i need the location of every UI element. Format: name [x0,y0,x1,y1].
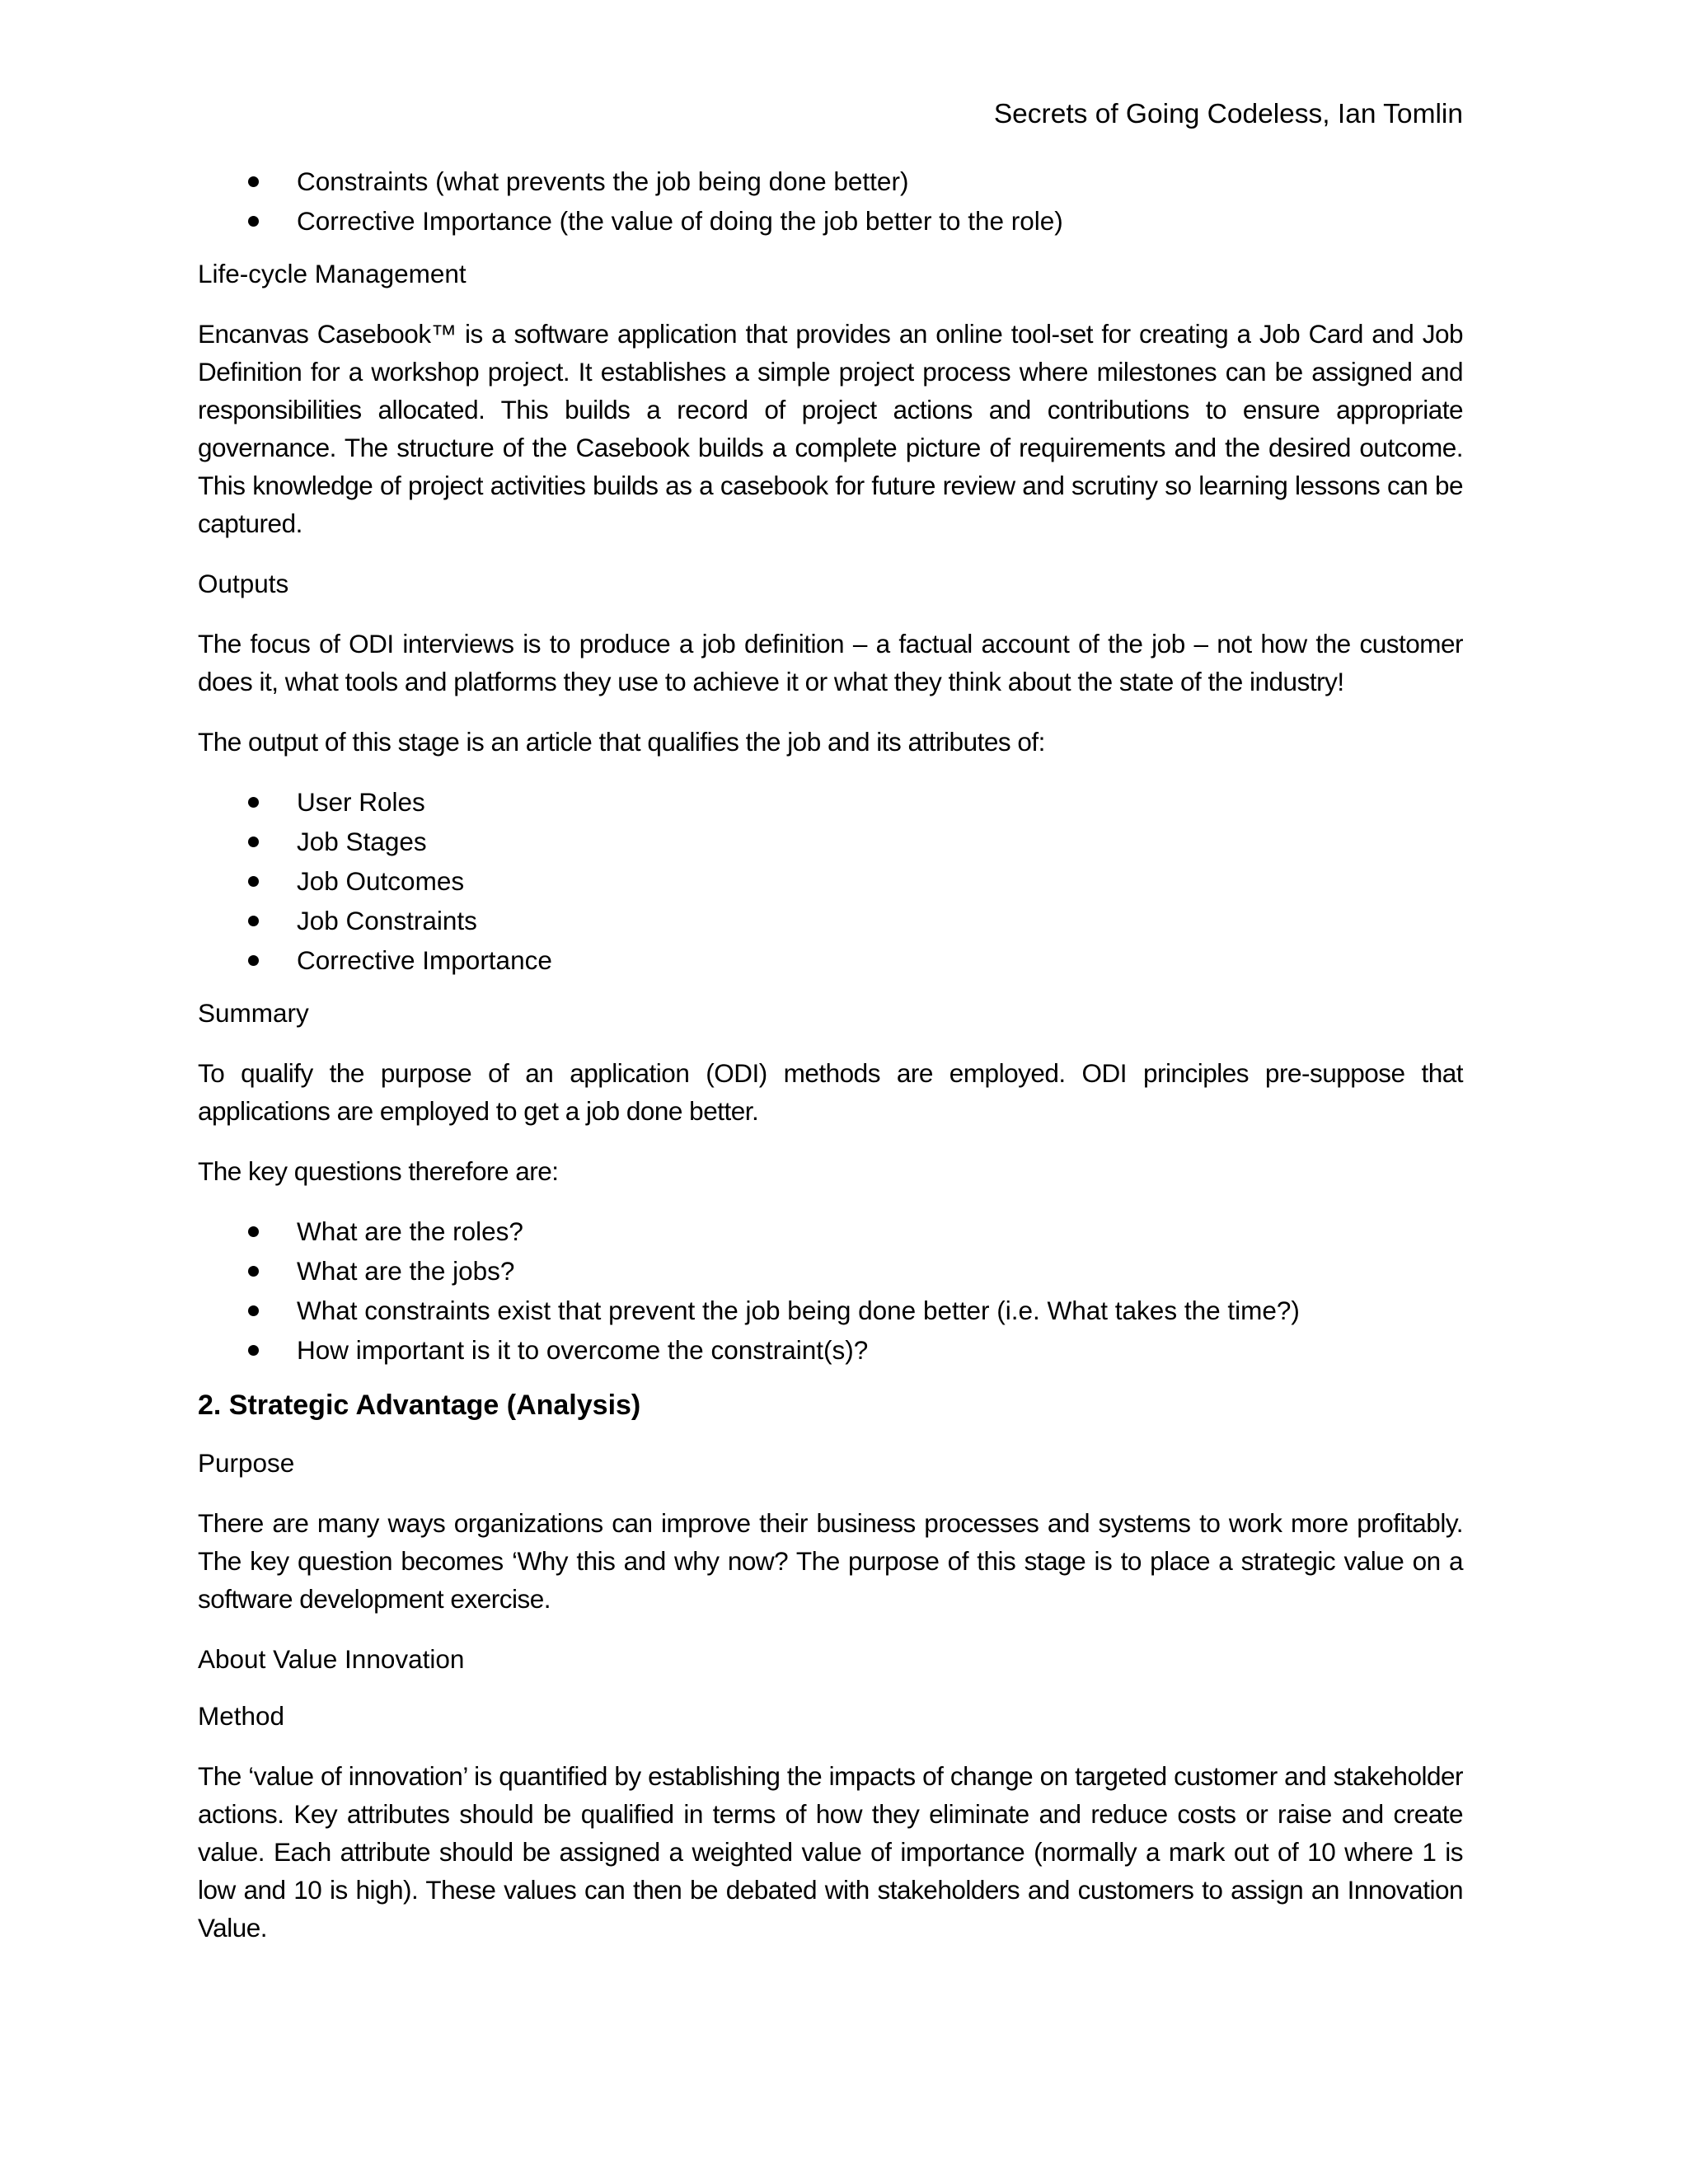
running-header: Secrets of Going Codeless, Ian Tomlin [993,99,1463,129]
summary-intro: The key questions therefore are: [198,1156,559,1186]
purpose-paragraph: There are many ways organizations can improve their business processes and systems to work more profitably. The key question becomes ‘Why this and why now? The purpose of this stage is to place a strategic value on a software development exercise. [198,1508,1463,1614]
list-item: Job Outcomes [198,861,1463,901]
key-questions-list [198,1212,1463,1370]
purpose-label: Purpose [198,1448,295,1478]
constraints-list [198,162,1463,241]
list-item: Corrective Importance [198,940,1463,980]
list-item: Job Stages [198,822,1463,861]
method-label: Method [198,1701,285,1731]
outputs-paragraph: The focus of ODI interviews is to produce a job definition – a factual account of the job – not how the customer does it, what tools and platforms they use to achieve it or what they think about the state of the industry! [198,629,1463,696]
list-item: Job Constraints [198,901,1463,940]
outputs-intro: The output of this stage is an article that qualifies the job and its attributes of: [198,727,1045,757]
lifecycle-paragraph: Encanvas Casebook™ is a software application that provides an online tool-set for creating a Job Card and Job Definition for a workshop project. It establishes a simple project process where milestones can be assigned and responsibilities allocated. This builds a record of project actions and contributions to ensure appropriate governance. The structure of the Casebook builds a complete picture of requirements and the desired outcome. This knowledge of project activities builds as a casebook for future review and scrutiny so learning lessons can be captured. [198,319,1463,538]
list-item: Corrective Importance (the value of doing the job better to the role) [198,201,1463,241]
list-item: Constraints (what prevents the job being done better) [198,162,1463,201]
lifecycle-label: Life-cycle Management [198,259,467,288]
list-item: How important is it to overcome the constraint(s)? [198,1330,1463,1370]
list-item: What are the roles? [198,1212,1463,1251]
summary-paragraph: To qualify the purpose of an application (ODI) methods are employed. ODI principles pre-suppose that applications are employed to get a job done better. [198,1058,1463,1126]
summary-label: Summary [198,998,309,1028]
list-item: What constraints exist that prevent the job being done better (i.e. What takes the time?) [198,1291,1463,1330]
page-content [198,162,1463,1947]
about-value-innovation-label: About Value Innovation [198,1644,465,1674]
section-heading: 2. Strategic Advantage (Analysis) [198,1390,641,1421]
list-item: User Roles [198,782,1463,822]
outputs-label: Outputs [198,569,289,598]
method-paragraph: The ‘value of innovation’ is quantified by establishing the impacts of change on targeted customer and stakeholder actions. Key attributes should be qualified in terms of how they eliminate and reduce costs or raise and create value. Each attribute should be assigned a weighted value of importance (normally a mark out of 10 where 1 is low and 10 is high). These values can then be debated with stakeholders and customers to assign an Innovation Value. [198,1761,1463,1943]
outputs-list [198,782,1463,980]
list-item: What are the jobs? [198,1251,1463,1291]
